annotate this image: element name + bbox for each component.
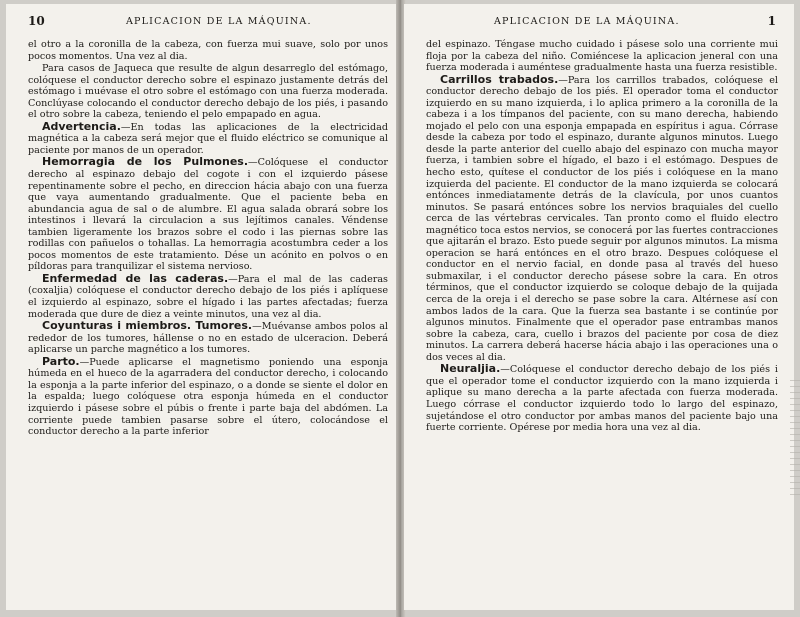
paragraph-text: —Para los carrillos trabados, colóquese el conductor derecho debajo de los piés. El operador toma el conductor izquierdo en su mano izquierda, i lo aplica primero a la coronilla de la cabeza i a los tímpanos del paciente, con su mano derecha, habiendo mojado el pelo con una esponja empapada en espíritus i agua. Córrase desde la cabeza por todo el espinazo, durante algunos minutos. Luego desde la parte anterior del cuello abajo del espinazo con mucha mayor fuerza, i tambien sobre el hígado, el bazo i el estómago. Despues de hecho esto, quítese el conductor de los piés i colóquese en la mano izquierda del paciente. El conductor de la mano izquierda se colocará entónces inmediatamente detrás de la clavícula, por unos cuantos minutos. Se pasará entónces sobre los nervios braquiales del cuello cerca de las vértebras cervicales. Tan pronto como el fluido electro magnético toca estos nervios, se conocerá por las fuertes contracciones que ajitarán el brazo. Esto puede seguir por algunos minutos. La misma operacion se hará entónces en el otro brazo. Despues colóquese el conductor en el nervio facial, en donde pasa al través del hueso submaxilar, i el conductor derecho pásese sobre la cara. En otros términos, que el conductor izquierdo se coloque debajo de la quijada cerca de la oreja i el derecho se pase sobre la cara. Altérnese así con ambos lados de la cara. Que la fuerza sea bastante i se continúe por algunos minutos. Finalmente que el operador pase entrambas manos sobre la cabeza, cara, cuello i brazos del paciente por cosa de diez minutos. La carrera deberá hacerse hácia abajo i las operaciones una o dos veces al dia.	[426, 74, 778, 363]
paragraph-text: —Colóquese el conductor derecho debajo de los piés i que el operador tome el conductor izquierdo con la mano izquierda i aplique su mano derecha a la parte afectada con fuerza moderada. Luego córrase el conductor izquierdo todo lo largo del espinazo, sujetándose el otro conductor por ambas manos del paciente bajo una fuerte corriente. Opérese por media hora una vez al dia.	[426, 364, 778, 434]
paragraph-heading: Parto.	[42, 354, 80, 368]
paragraph-text: el otro a la coronilla de la cabeza, con fuerza mui suave, solo por unos pocos momentos. Una vez al dia.	[28, 39, 388, 62]
paragraph-heading: Hemorragia de los Pulmones.	[42, 155, 249, 169]
paragraph	[426, 38, 778, 74]
paragraph-heading: Carrillos trabados.	[440, 72, 559, 86]
paragraph	[28, 156, 388, 272]
paragraph	[28, 320, 388, 356]
paragraph-heading: Enfermedad de las caderas.	[42, 271, 229, 285]
paragraph-text: —Puede aplicarse el magnetismo poniendo una esponja húmeda en el hueco de la agarradera del conductor derecho, i colocando la esponja a la parte inferior del espinazo, o a donde se siente el dolor en la espalda; luego colóquese otra esponja húmeda en el conductor izquierdo i pásese sobre el púbis o frente i parte baja del abdómen. La corriente puede tambien pasarse sobre el útero, colocándose el conductor derecho a la parte inferior	[28, 356, 388, 438]
paragraph-heading: Advertencia.	[42, 119, 121, 133]
right-page-body	[426, 38, 778, 434]
left-page-number: 10	[28, 14, 45, 28]
right-page	[404, 4, 794, 610]
right-running-head-title: APLICACION DE LA MÁQUINA.	[494, 16, 680, 27]
left-page	[6, 4, 398, 610]
paragraph	[28, 356, 388, 438]
paragraph	[28, 38, 388, 62]
paragraph	[28, 62, 388, 121]
left-running-head-title: APLICACION DE LA MÁQUINA.	[126, 16, 312, 27]
left-page-body	[28, 38, 388, 438]
left-running-header	[6, 14, 398, 30]
paragraph-heading: Coyunturas i miembros. Tumores.	[42, 319, 253, 333]
paragraph	[426, 74, 778, 364]
paragraph	[426, 363, 778, 433]
paragraph-text: —En todas las aplicaciones de la electricidad magnética a la cabeza será mejor que el fluido eléctrico se comunique al paciente por manos de un operador.	[28, 121, 388, 156]
paragraph	[28, 121, 388, 157]
right-running-header	[404, 14, 794, 30]
paragraph-text: —Muévanse ambos polos al rededor de los tumores, hállense o no en estado de ulceracion. Deberá aplicarse un parche magnético a los tumores.	[28, 321, 388, 356]
page-edge-marks	[790, 380, 800, 500]
paragraph-text: Para casos de Jaqueca que resulte de algun desarreglo del estómago, colóquese el conductor derecho sobre el espinazo justamente detrás del estómago i muévase el otro sobre el estómago con una fuerza moderada. Conclúyase colocando el conductor derecho debajo de los piés, i pasando el otro sobre la cabeza, teniendo el pelo empapado en agua.	[28, 63, 388, 121]
paragraph-heading: Neuraljia.	[440, 362, 501, 376]
paragraph-text: del espinazo. Téngase mucho cuidado i pásese solo una corriente mui floja por la cabeza del niño. Comiéncese la aplicacion jeneral con una fuerza moderada i auméntese gradualmente hasta una fuerza resistible.	[426, 39, 778, 74]
paragraph-text: —Colóquese el conductor derecho al espinazo debajo del cogote i con el izquierdo pásese repentinamente sobre el pecho, en direccion hácia abajo con una fuerza que vaya aumentando gradualmente. Que el paciente beba en abundancia agua de sal o de alumbre. El agua salada obrará sobre los intestinos i llevará la circulacion a sus lejítimos canales. Véndense tambien ligeramente los brazos sobre el codo i las piernas sobre las rodillas con pañuelos o tohallas. La hemorragia acostumbra ceder a los pocos momentos de este tratamiento. Dése un acónito en polvos o en píldoras para tranquilizar el sistema nervioso.	[28, 157, 388, 273]
paragraph-text: —Para el mal de las caderas (coxaljia) colóquese el conductor derecho debajo de los piés i aplíquese el izquierdo al espinazo, sobre el hígado i las partes afectadas; fuerza moderada que dure de diez a veinte minutos, una vez al dia.	[28, 273, 388, 320]
paragraph	[28, 273, 388, 320]
right-page-number: 1	[767, 14, 776, 28]
